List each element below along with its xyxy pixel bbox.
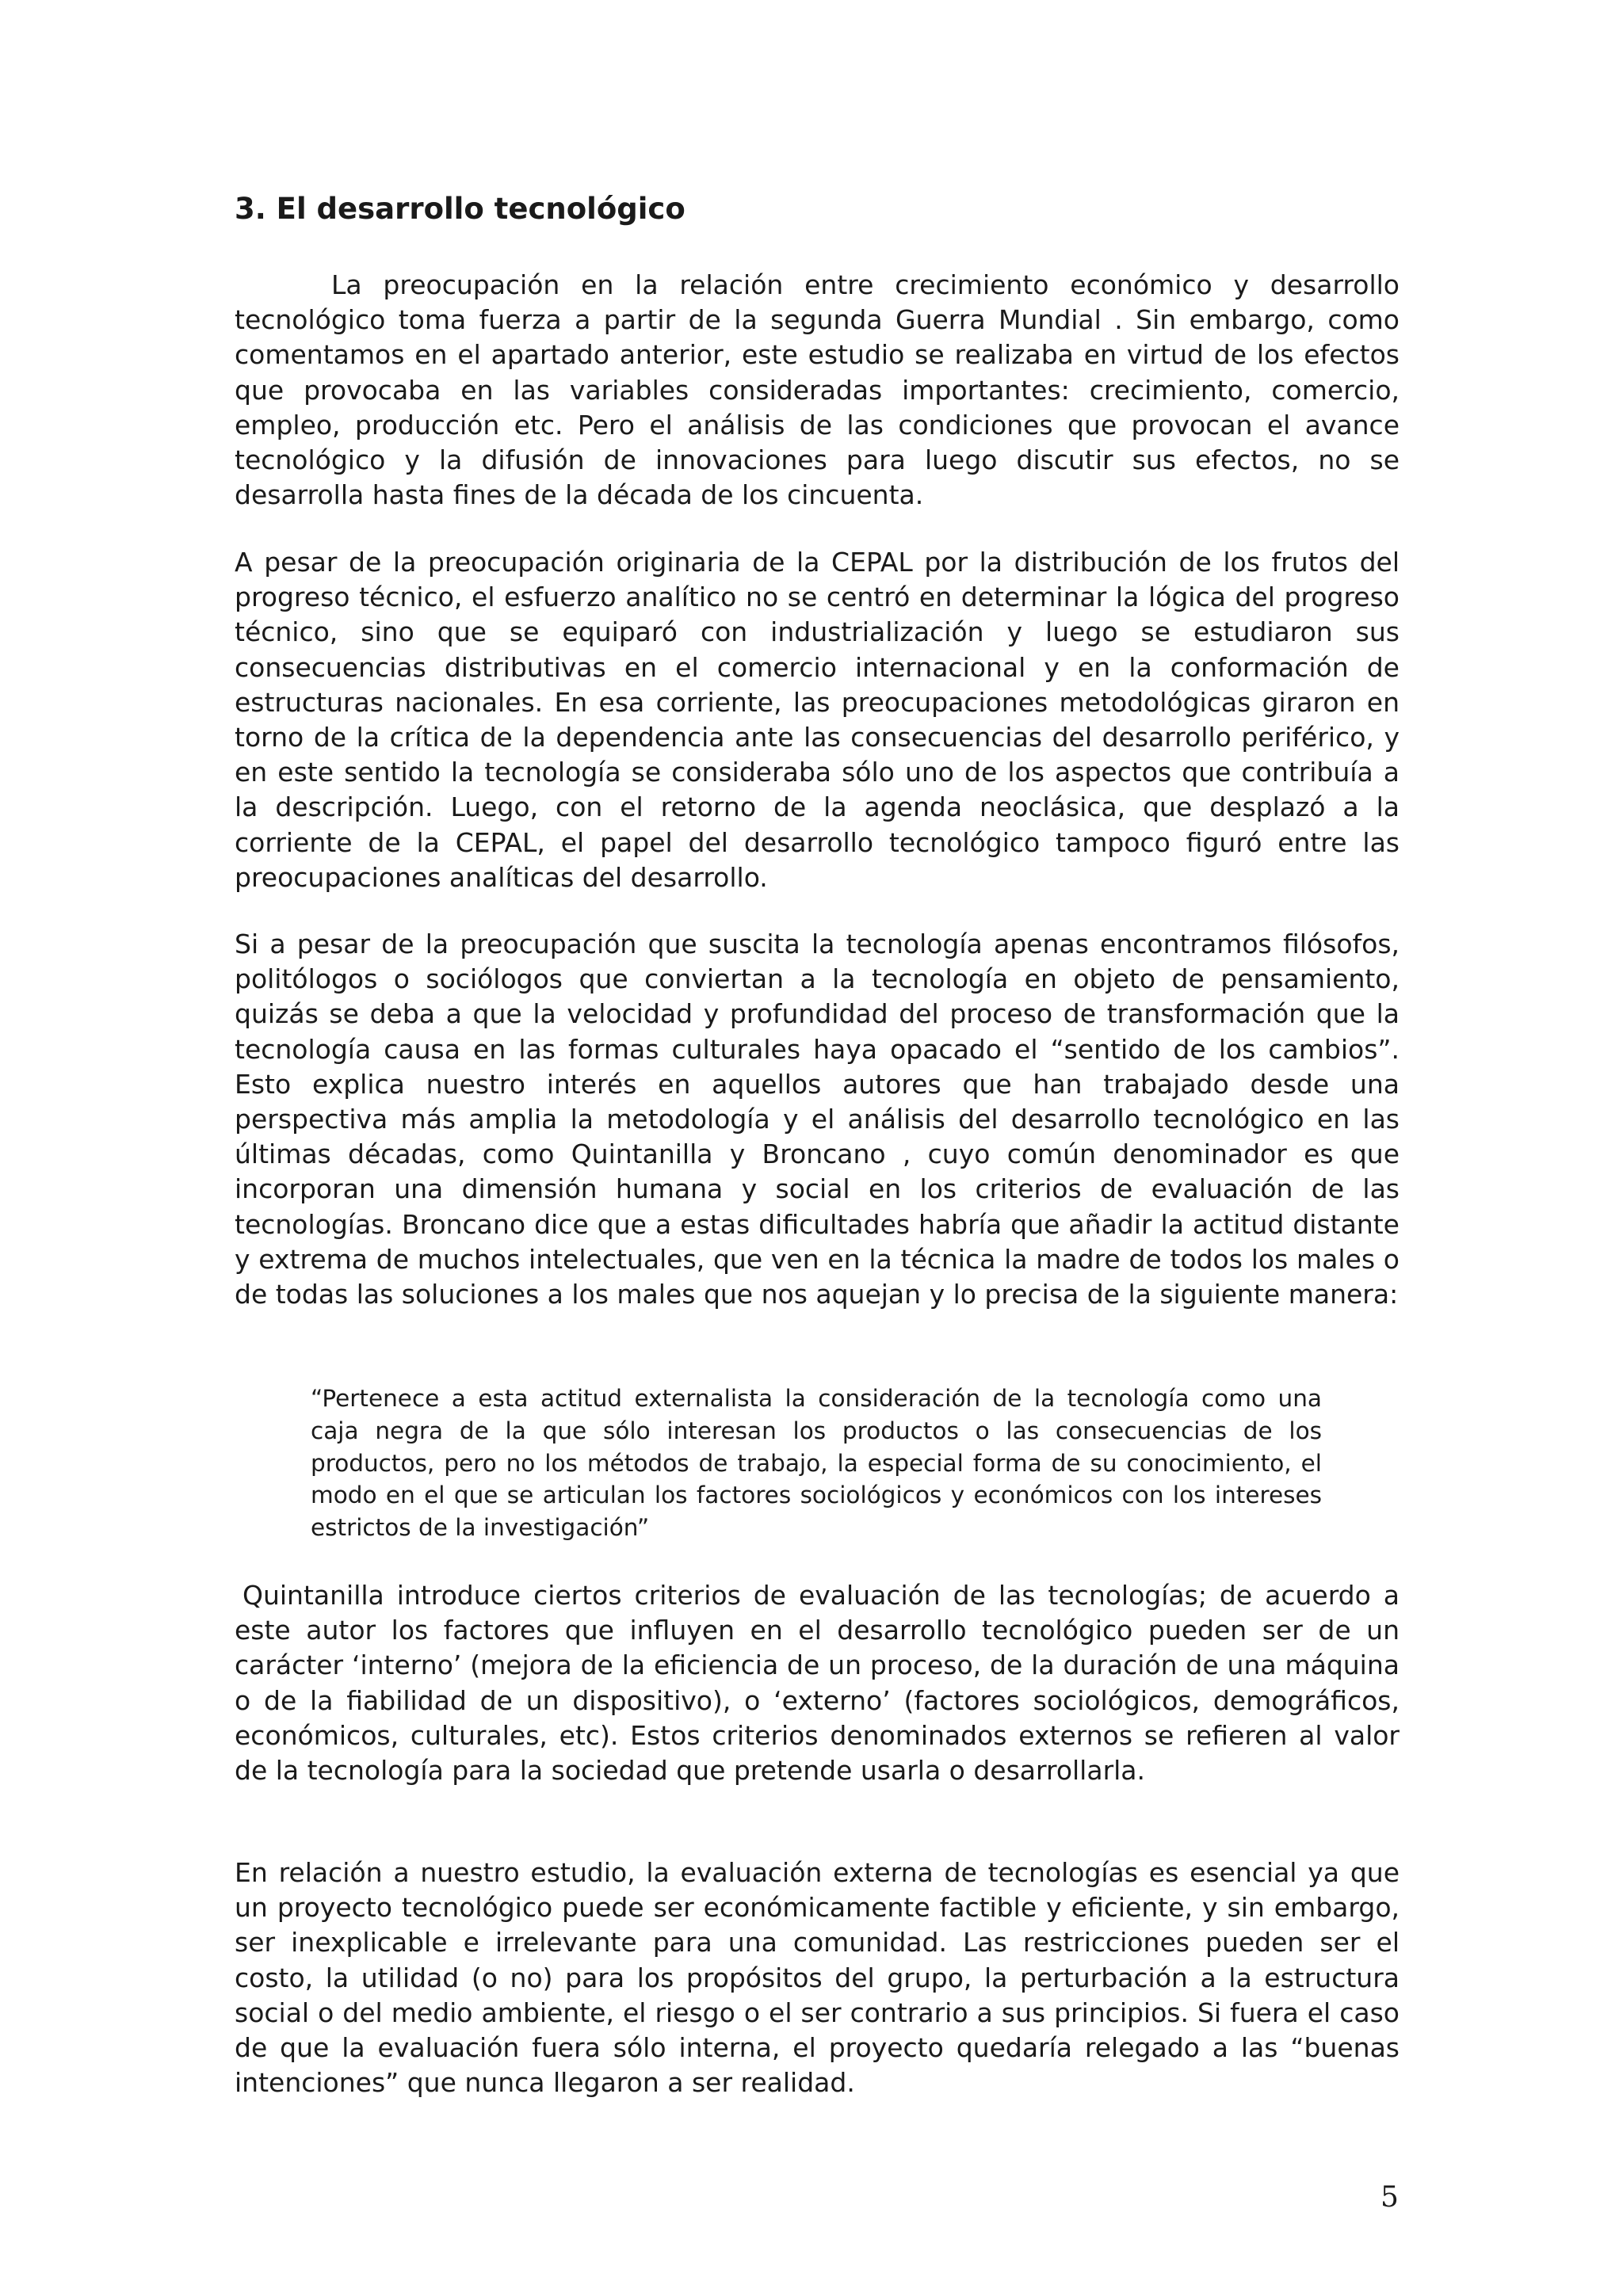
body-paragraph-3: Si a pesar de la preocupación que suscita la tecnología apenas encontramos filósofos, politólogos o sociólogos que conviertan a la tecnología en objeto de pensamiento, quizás se deba a que la velocidad y profundidad del proceso de transformación que la tecnología causa en las formas culturales haya opacado el “sentido de los cambios”. Esto explica nuestro interés en aquellos autores que han trabajado desde una perspectiva más amplia la metodología y el análisis del desarrollo tecnológico en las últimas décadas, como Quintanilla y Broncano , cuyo común denominador es que incorporan una dimensión humana y social en los criterios de evaluación de las tecnologías. Broncano dice que a estas dificultades habría que añadir la actitud distante y extrema de muchos intelectuales, que ven en la técnica la madre de todos los males o de todas las soluciones a los males que nos aquejan y lo precisa de la siguiente manera:: [235, 929, 1400, 1310]
body-paragraph-5: En relación a nuestro estudio, la evaluación externa de tecnologías es esencial ya que un proyecto tecnológico puede ser económicamente factible y eficiente, y sin embargo, ser inexplicable e irrelevante para una comunidad. Las restricciones pueden ser el costo, la utilidad (o no) para los propósitos del grupo, la perturbación a la estructura social o del medio ambiente, el riesgo o el ser contrario a sus principios. Si fuera el caso de que la evaluación fuera sólo interna, el proyecto quedaría relegado a las “buenas intenciones” que nunca llegaron a ser realidad.: [235, 1857, 1400, 2099]
body-paragraph-1: La preocupación en la relación entre crecimiento económico y desarrollo tecnológico toma fuerza a partir de la segunda Guerra Mundial . Sin embargo, como comentamos en el apartado anterior, este estudio se realizaba en virtud de los efectos que provocaba en las variables consideradas importantes: crecimiento, comercio, empleo, producción etc. Pero el análisis de las condiciones que provocan el avance tecnológico y la difusión de innovaciones para luego discutir sus efectos, no se desarrolla hasta fines de la década de los cincuenta.: [235, 269, 1400, 511]
block-quote: “Pertenece a esta actitud externalista la consideración de la tecnología como una caja negra de la que sólo interesan los productos o las consecuencias de los productos, pero no los métodos de trabajo, la especial forma de su conocimiento, el modo en el que se articulan los factores sociológicos y económicos con los intereses estrictos de la investigación”: [311, 1385, 1322, 1542]
section-heading: 3. El desarrollo tecnológico: [235, 192, 685, 226]
page-number: 5: [1381, 2181, 1399, 2214]
body-paragraph-2: A pesar de la preocupación originaria de la CEPAL por la distribución de los frutos del progreso técnico, el esfuerzo analítico no se centró en determinar la lógica del progreso técnico, sino que se equiparó con industrialización y luego se estudiaron sus consecuencias distributivas en el comercio internacional y en la conformación de estructuras nacionales. En esa corriente, las preocupaciones metodológicas giraron en torno de la crítica de la dependencia ante las consecuencias del desarrollo periférico, y en este sentido la tecnología se consideraba sólo uno de los aspectos que contribuía a la descripción. Luego, con el retorno de la agenda neoclásica, que desplazó a la corriente de la CEPAL, el papel del desarrollo tecnológico tampoco figuró entre las preocupaciones analíticas del desarrollo.: [235, 547, 1400, 893]
body-paragraph-4: Quintanilla introduce ciertos criterios de evaluación de las tecnologías; de acuerdo a este autor los factores que influyen en el desarrollo tecnológico pueden ser de un carácter ‘interno’ (mejora de la eficiencia de un proceso, de la duración de una máquina o de la fiabilidad de un dispositivo), o ‘externo’ (factores sociológicos, demográficos, económicos, culturales, etc). Estos criterios denominados externos se refieren al valor de la tecnología para la sociedad que pretende usarla o desarrollarla.: [235, 1580, 1400, 1787]
